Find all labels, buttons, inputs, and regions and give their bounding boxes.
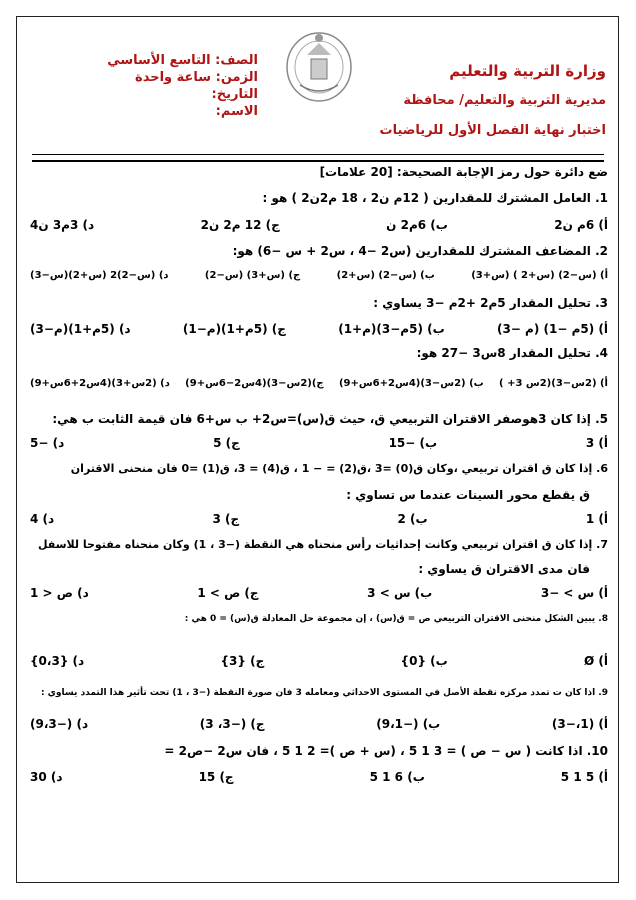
option-a[interactable]: أ) (5م −1) (م −3): [496, 322, 608, 336]
option-a[interactable]: أ) (2س−3)(2س 3+ ): [499, 378, 608, 389]
question-2: 2. المضاعف المشترك للمقدارين (س2 −4 ، س2 + س −6) هو:: [232, 244, 608, 258]
question-5-options: [30, 436, 608, 450]
option-b[interactable]: ب) (س−2) (س+2): [336, 270, 435, 281]
option-c[interactable]: ج) 3: [212, 512, 240, 526]
option-a[interactable]: أ) 5 1 5: [560, 770, 608, 784]
option-a[interactable]: أ) 1: [585, 512, 608, 526]
option-d[interactable]: د) (5م+1)(م−3): [30, 322, 131, 336]
question-10-options: [30, 770, 608, 784]
option-b[interactable]: ب) {0}: [400, 654, 448, 668]
header-divider: [32, 154, 604, 155]
question-7-line2: فان مدى الاقتران ق يساوي :: [418, 562, 590, 576]
option-b[interactable]: ب) (2س−3)(4س2+6س+9): [338, 378, 484, 389]
question-9: 9. اذا كان ت تمدد مركزه نقطة الأصل في المستوى الاحداثي ومعامله 3 فان صورة النقطة (−3 ، 1) تحت تأثير هذا التمدد يساوي :: [40, 688, 608, 698]
option-b[interactable]: ب) 6م2 ن: [386, 218, 448, 232]
question-5: 5. إذا كان 3هوصفر الاقتران التربيعي ق، حيث ق(س)=س2+ ب س+6 فان قيمة الثابت ب هي:: [52, 412, 608, 426]
option-c[interactable]: ج) ص > 1: [197, 586, 259, 600]
option-c[interactable]: ج) (−3، 3): [199, 717, 265, 731]
option-a[interactable]: أ) س > −3: [540, 586, 608, 600]
question-2-options: [30, 270, 608, 281]
exam-title: اختبار نهاية الفصل الأول للرياضيات: [379, 123, 606, 138]
question-6: 6. إذا كان ق اقتران تربيعي ،وكان ق(0) =3 ،ق(2) = − 1 ، ق(4) = 3، ق(1) =0 فان منحنى الاقتران: [70, 462, 608, 475]
question-3: 3. تحليل المقدار 5م2 +2م −3 يساوي :: [373, 296, 608, 310]
option-c[interactable]: ج) {3}: [220, 654, 265, 668]
option-c[interactable]: ج) 5: [213, 436, 240, 450]
option-c[interactable]: ج) (س+3) (س−2): [204, 270, 301, 281]
option-c[interactable]: ج) (5م+1)(م−1): [182, 322, 286, 336]
time-label: الزمن: ساعة واحدة: [135, 70, 258, 85]
option-c[interactable]: ج) 12 م2 ن2: [200, 218, 280, 232]
question-7: 7. إذا كان ق اقتران تربيعي وكانت إحداثيات رأس منحناه هي النقطة (−3 ، 1) وكان منحناه مفتوحا للاسفل: [37, 538, 608, 551]
option-b[interactable]: ب) (5م−3)(م+1): [338, 322, 445, 336]
date-label: التاريخ:: [211, 87, 258, 102]
question-10: 10. اذا كانت ( س − ص ) = 3 1 5 ، (س + ص )= 2 1 5 ، فان س2 −ص2 =: [164, 744, 608, 758]
question-3-options: [30, 322, 608, 336]
question-8: 8. يبين الشكل منحنى الاقتران التربيعي ص = ق(س) ، إن مجموعة حل المعادلة ق(س) = 0 هي :: [184, 614, 608, 624]
option-d[interactable]: د) −5: [30, 436, 65, 450]
option-a[interactable]: أ) Ø: [584, 654, 608, 668]
question-6-options: [30, 512, 608, 526]
directorate-title: مديرية التربية والتعليم/ محافظة: [403, 93, 606, 108]
jordan-emblem-icon: [280, 25, 358, 105]
option-d[interactable]: د) 30: [30, 770, 63, 784]
question-4-options: [30, 378, 608, 389]
question-4: 4. تحليل المقدار 8س3 −27 هو:: [416, 346, 608, 360]
option-d[interactable]: د) ص < 1: [30, 586, 89, 600]
option-b[interactable]: ب) 2: [397, 512, 428, 526]
question-9-options: [30, 717, 608, 731]
question-7-options: [30, 586, 608, 600]
option-b[interactable]: ب) −15: [388, 436, 438, 450]
question-1-options: [30, 218, 608, 232]
option-d[interactable]: د) 3م3 ن4: [30, 218, 95, 232]
ministry-title: وزارة التربية والتعليم: [449, 62, 606, 80]
question-1: 1. العامل المشترك للمقدارين ( 12م ن2 ، 18 م2ن2 ) هو :: [262, 191, 608, 205]
grade-label: الصف: التاسع الأساسي: [107, 53, 258, 68]
option-b[interactable]: ب) 6 1 5: [369, 770, 425, 784]
question-6-line2: ق يقطع محور السينات عندما س تساوي :: [346, 488, 590, 502]
name-label: الاسم:: [215, 104, 258, 119]
option-c[interactable]: ج) 15: [198, 770, 234, 784]
option-c[interactable]: ج)(2س−3)(4س2−6س+9): [185, 378, 324, 389]
option-a[interactable]: أ) 3: [585, 436, 608, 450]
option-d[interactable]: د) (س−2)2 (س+2)(س−3): [30, 270, 169, 281]
option-d[interactable]: د) (2س+3)(4س2+6س+9): [30, 378, 170, 389]
header-left: [48, 52, 258, 120]
header-right: [356, 60, 606, 142]
instructions: ضع دائرة حول رمز الإجابة الصحيحة: [20 علامات]: [319, 165, 608, 179]
option-d[interactable]: د) 4: [30, 512, 55, 526]
header-divider-thick: [32, 160, 604, 162]
option-a[interactable]: أ) (س−2) (س+2 ) (س+3): [471, 270, 608, 281]
option-d[interactable]: د) {0،3}: [30, 654, 85, 668]
option-b[interactable]: ب) س > 3: [367, 586, 433, 600]
option-d[interactable]: د) (−9،3): [30, 717, 89, 731]
option-b[interactable]: ب) (−9،1): [376, 717, 441, 731]
option-a[interactable]: أ) (1،−3): [551, 717, 608, 731]
question-8-options: [30, 654, 608, 668]
option-a[interactable]: أ) 6م ن2: [554, 218, 608, 232]
